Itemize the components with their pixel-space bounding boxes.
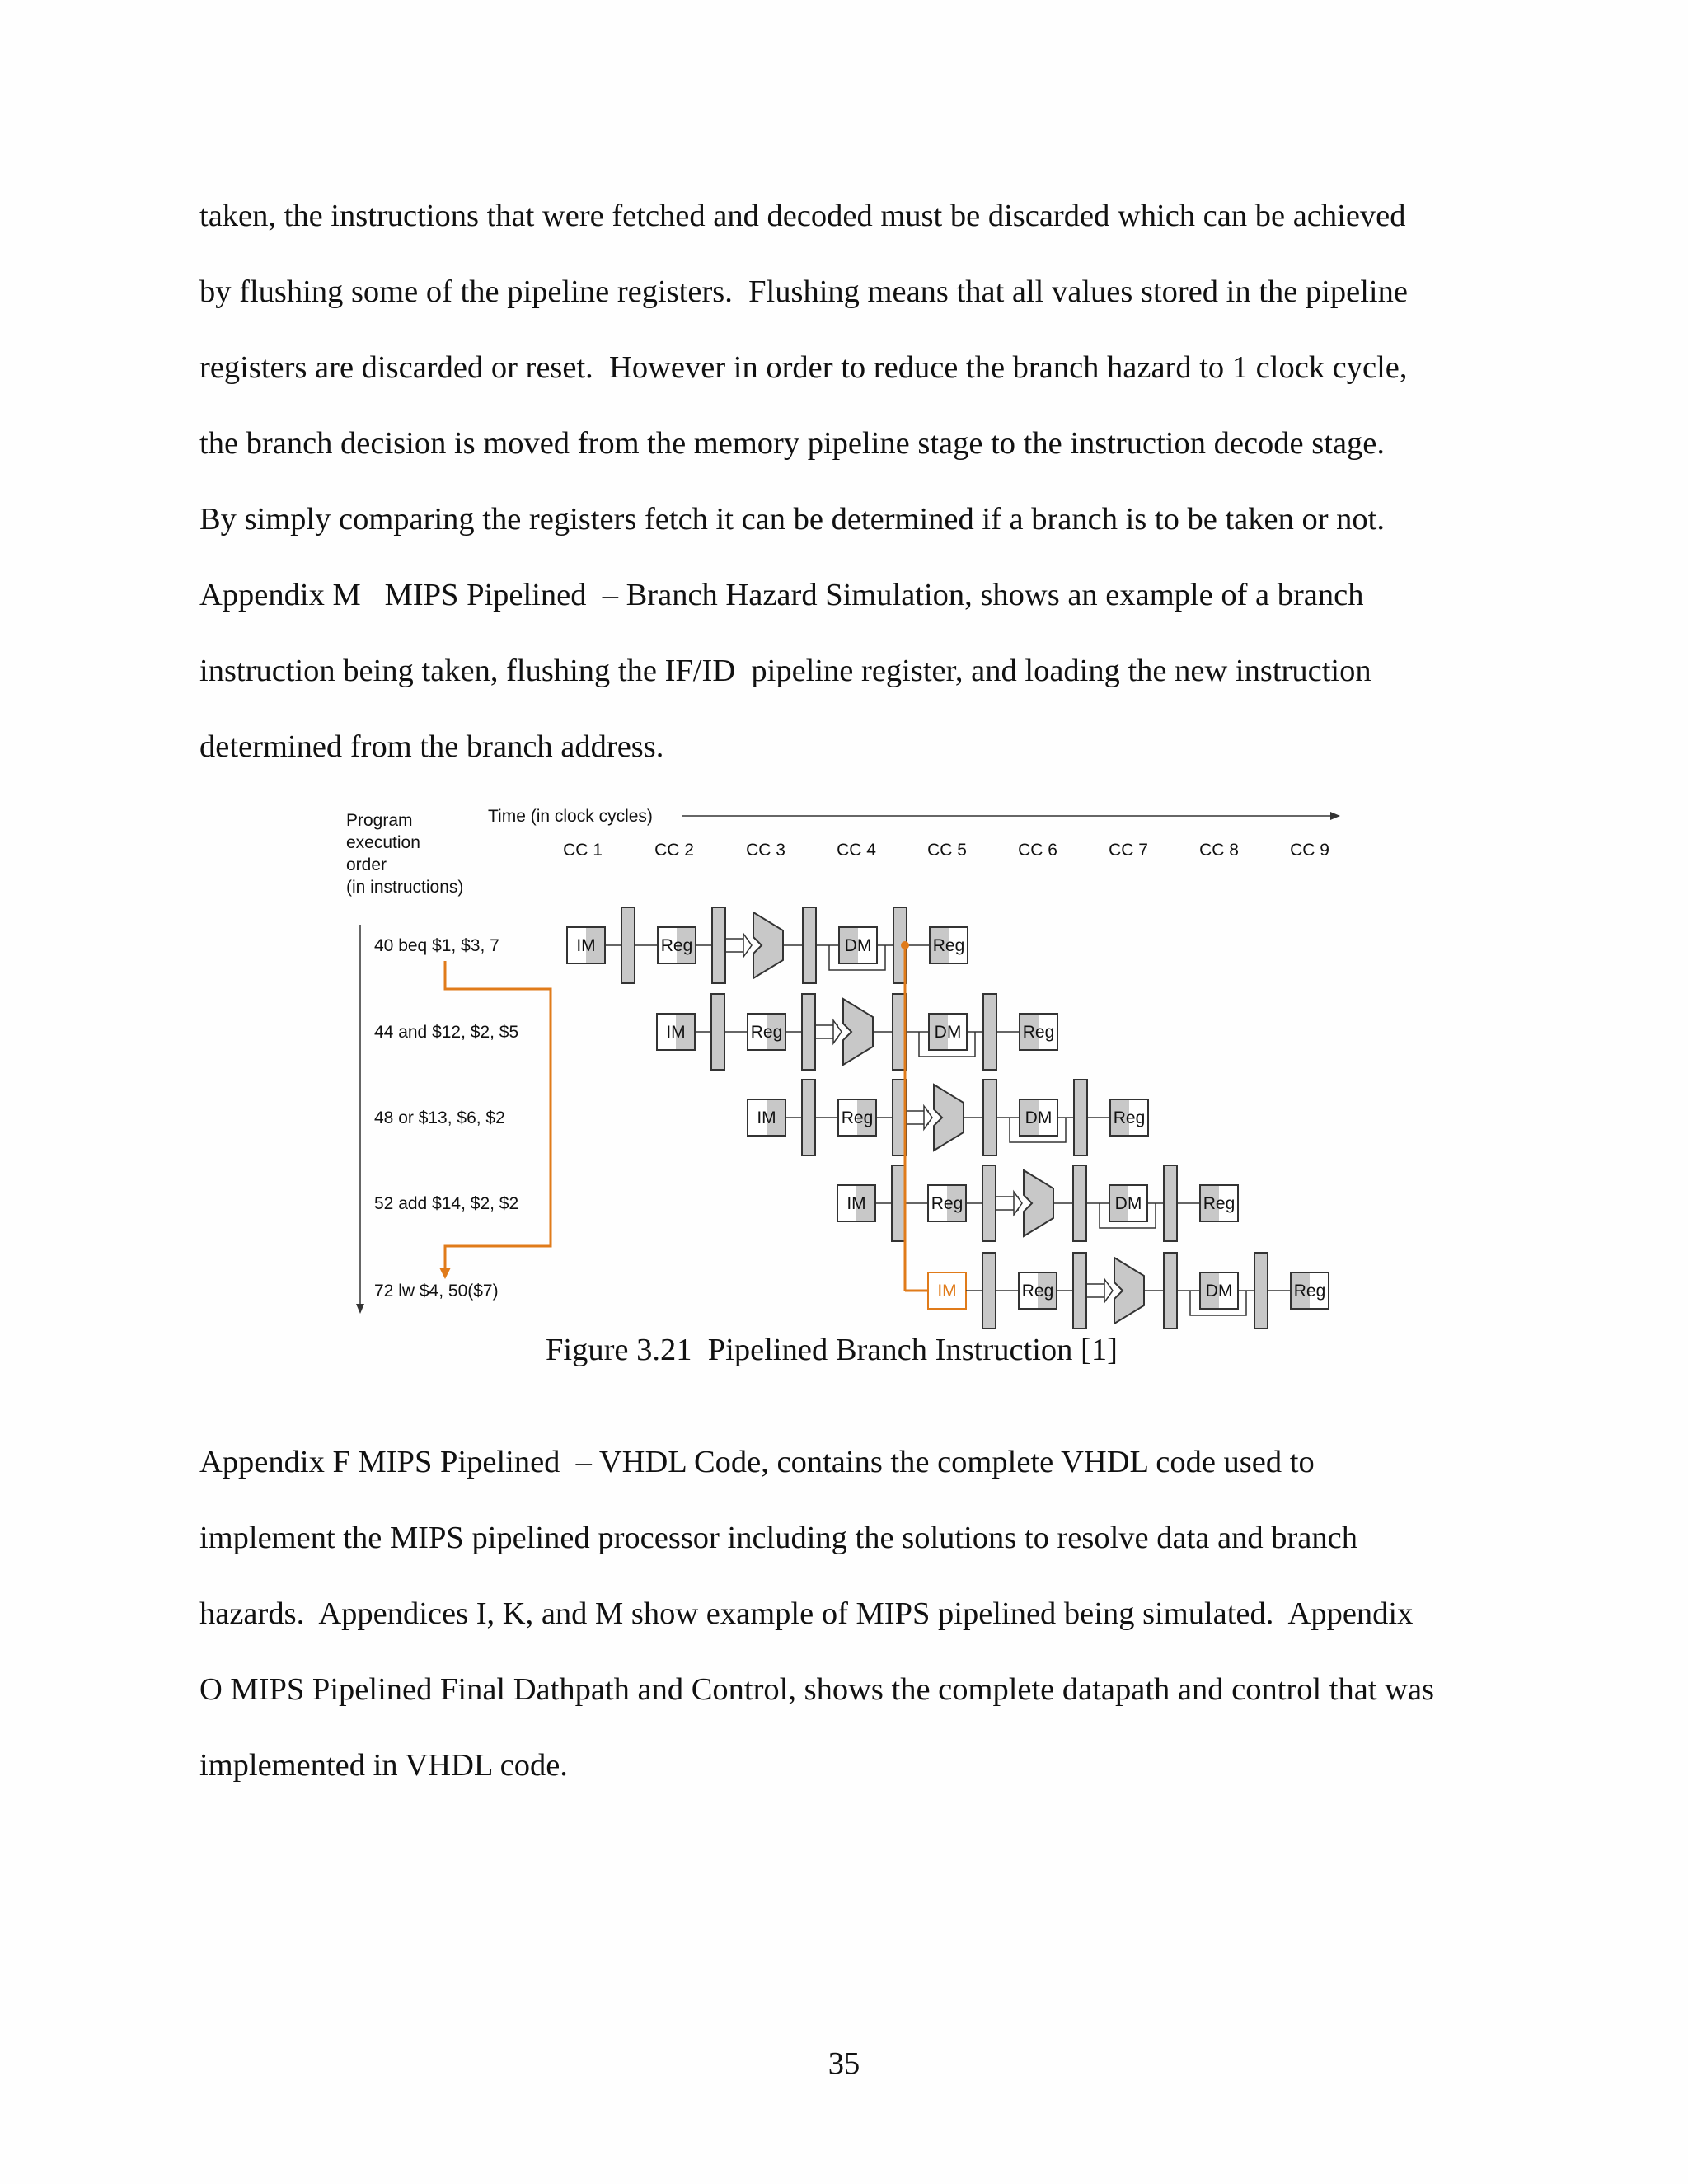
figure-caption: Figure 3.21 Pipelined Branch Instruction [1] xyxy=(546,1333,1118,1367)
register-file-read-label: Reg xyxy=(841,1108,874,1127)
instruction-label: 40 beq $1, $3, 7 xyxy=(374,936,499,955)
forward-arrow xyxy=(924,1106,932,1129)
mem-wb-register xyxy=(1254,1253,1268,1329)
mem-wb-register xyxy=(1074,1080,1087,1155)
register-file-read-label: Reg xyxy=(1021,1282,1054,1301)
instruction-label: 44 and $12, $2, $5 xyxy=(374,1023,519,1042)
program-order-label: order xyxy=(346,855,387,874)
paragraph1-line: taken, the instructions that were fetched and decoded must be discarded which can be achieved xyxy=(199,199,1406,233)
paragraph1-line: instruction being taken, flushing the IF/ID pipeline register, and loading the new instruction xyxy=(199,654,1372,688)
instruction-memory-label: IM xyxy=(937,1282,957,1301)
register-file-write-label: Reg xyxy=(932,936,965,955)
mem-wb-register xyxy=(983,994,996,1070)
clock-cycle-label: CC 5 xyxy=(927,841,967,860)
id-ex-register xyxy=(802,994,815,1070)
paragraph2-line: O MIPS Pipelined Final Dathpath and Control, shows the complete datapath and control that was xyxy=(199,1672,1435,1707)
register-file-write-label: Reg xyxy=(1203,1194,1236,1213)
paragraph2-line: Appendix F MIPS Pipelined – VHDL Code, contains the complete VHDL code used to xyxy=(199,1445,1315,1479)
forward-arrow xyxy=(743,934,752,957)
paragraph2-line: implemented in VHDL code. xyxy=(199,1748,568,1783)
paragraph1-line: by flushing some of the pipeline registers. Flushing means that all values stored in the pipeline xyxy=(199,274,1408,309)
clock-cycle-label: CC 6 xyxy=(1018,841,1057,860)
register-file-write-label: Reg xyxy=(1022,1023,1055,1042)
register-file-write-label: Reg xyxy=(1113,1108,1146,1127)
register-file-read-label: Reg xyxy=(660,936,693,955)
instruction-label: 48 or $13, $6, $2 xyxy=(374,1108,505,1127)
data-memory-label: DM xyxy=(844,936,872,955)
branch-decision-dot xyxy=(901,941,909,949)
clock-cycle-label: CC 2 xyxy=(654,841,694,860)
forward-arrow xyxy=(833,1020,842,1043)
instruction-memory-label: IM xyxy=(757,1108,776,1127)
instruction-label: 72 lw $4, 50($7) xyxy=(374,1282,499,1301)
id-ex-register xyxy=(1073,1253,1086,1329)
if-id-register xyxy=(982,1253,996,1329)
ex-mem-register xyxy=(983,1080,996,1155)
if-id-register xyxy=(711,994,724,1070)
paragraph1-line: the branch decision is moved from the memory pipeline stage to the instruction decode stage. xyxy=(199,426,1385,461)
data-memory-label: DM xyxy=(1205,1282,1233,1301)
ex-mem-register xyxy=(803,907,816,983)
program-order-label: Program xyxy=(346,811,413,830)
clock-cycle-label: CC 3 xyxy=(746,841,785,860)
time-axis-label: Time (in clock cycles) xyxy=(488,807,653,826)
program-order-label: execution xyxy=(346,833,420,852)
forward-arrow xyxy=(1014,1192,1022,1215)
clock-cycle-label: CC 8 xyxy=(1199,841,1239,860)
data-memory-label: DM xyxy=(1114,1194,1142,1213)
instruction-memory-label: IM xyxy=(576,936,596,955)
page-number: 35 xyxy=(828,2046,860,2081)
paragraph2-line: hazards. Appendices I, K, and M show example of MIPS pipelined being simulated. Appendix xyxy=(199,1596,1414,1631)
time-axis-arrowhead xyxy=(1330,812,1340,820)
if-id-register xyxy=(892,1165,905,1241)
paragraph1-line: registers are discarded or reset. However in order to reduce the branch hazard to 1 clock cycle, xyxy=(199,350,1408,385)
clock-cycle-label: CC 1 xyxy=(563,841,603,860)
data-memory-label: DM xyxy=(934,1023,962,1042)
alu-shape xyxy=(1114,1258,1144,1324)
register-file-write-label: Reg xyxy=(1293,1282,1326,1301)
alu-shape xyxy=(1024,1170,1053,1236)
clock-cycle-label: CC 7 xyxy=(1109,841,1148,860)
paragraph1-line: Appendix M MIPS Pipelined – Branch Hazard Simulation, shows an example of a branch xyxy=(199,578,1364,612)
register-file-read-label: Reg xyxy=(931,1194,964,1213)
register-file-read-label: Reg xyxy=(750,1023,783,1042)
program-order-label: (in instructions) xyxy=(346,878,464,897)
clock-cycle-label: CC 4 xyxy=(837,841,876,860)
ex-mem-register xyxy=(1073,1165,1086,1241)
if-id-register xyxy=(802,1080,815,1155)
paragraph1-line: determined from the branch address. xyxy=(199,729,664,764)
id-ex-register xyxy=(712,907,725,983)
instruction-memory-label: IM xyxy=(846,1194,866,1213)
order-axis-arrowhead xyxy=(356,1304,364,1314)
alu-shape xyxy=(753,912,783,978)
paragraph2-line: implement the MIPS pipelined processor including the solutions to resolve data and branch xyxy=(199,1521,1357,1555)
id-ex-register xyxy=(982,1165,996,1241)
instruction-label: 52 add $14, $2, $2 xyxy=(374,1194,519,1213)
if-id-register xyxy=(621,907,635,983)
paragraph1-line: By simply comparing the registers fetch it can be determined if a branch is to be taken or not. xyxy=(199,502,1385,537)
branch-target-arrowhead xyxy=(439,1268,451,1279)
instruction-memory-label: IM xyxy=(666,1023,686,1042)
forward-arrow xyxy=(1104,1279,1113,1302)
alu-shape xyxy=(843,999,873,1065)
ex-mem-register xyxy=(1164,1253,1177,1329)
alu-shape xyxy=(934,1085,964,1151)
clock-cycle-label: CC 9 xyxy=(1290,841,1329,860)
data-memory-label: DM xyxy=(1025,1108,1053,1127)
mem-wb-register xyxy=(1164,1165,1177,1241)
